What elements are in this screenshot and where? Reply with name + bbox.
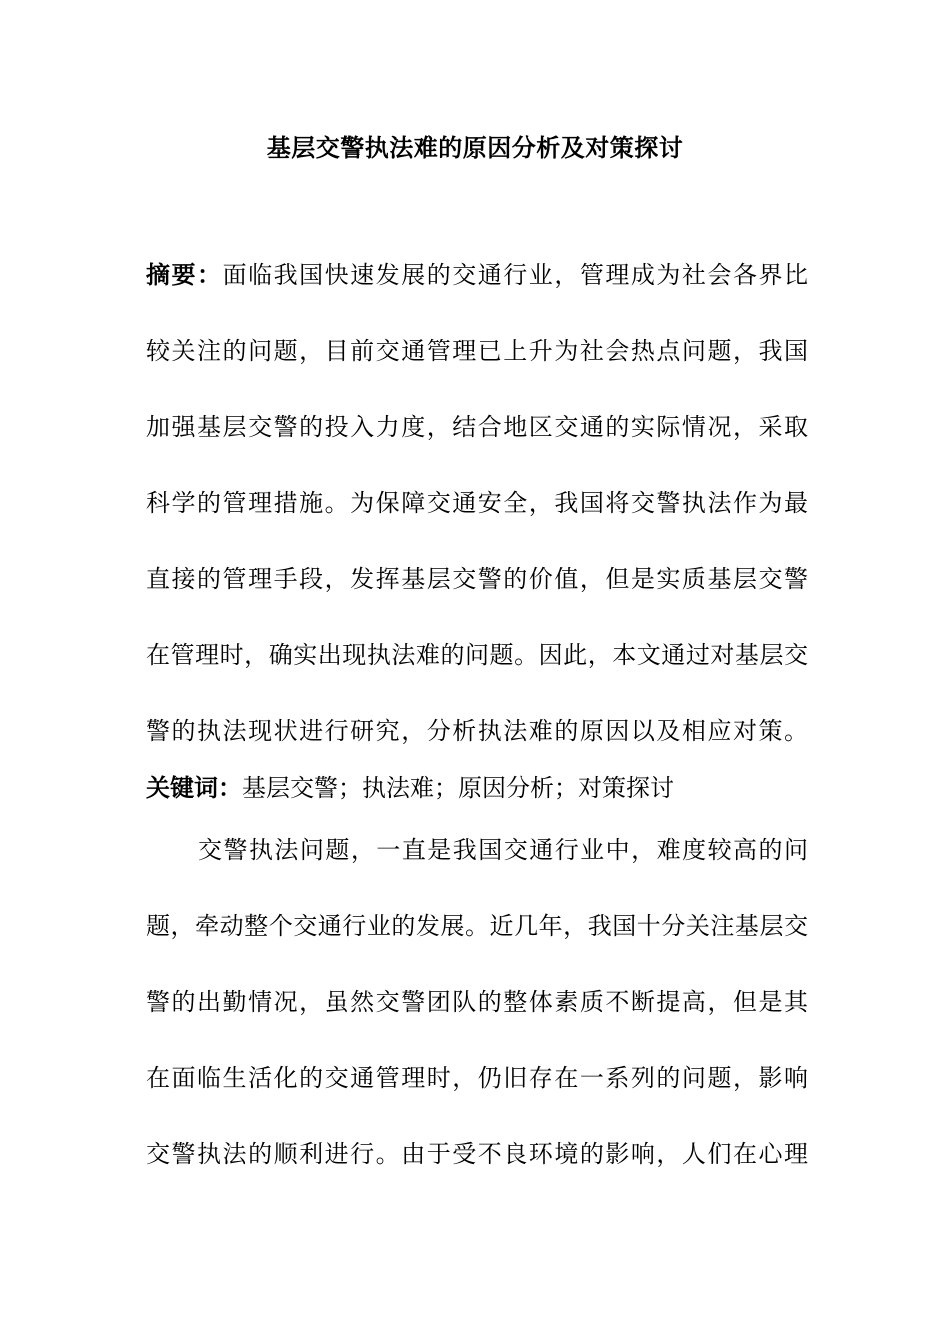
abstract-line-2: 较关注的问题，目前交通管理已上升为社会热点问题，我国 — [146, 337, 808, 365]
abstract-label: 摘要： — [146, 260, 223, 289]
body-line-2: 题，牵动整个交通行业的发展。近几年，我国十分关注基层交 — [146, 912, 808, 940]
abstract-line-6: 在管理时，确实出现执法难的问题。因此，本文通过对基层交 — [146, 641, 808, 669]
abstract-line-5: 直接的管理手段，发挥基层交警的价值，但是实质基层交警 — [146, 565, 808, 593]
keywords-label: 关键词： — [146, 773, 242, 802]
document-title: 基层交警执法难的原因分析及对策探讨 — [266, 133, 684, 162]
abstract-line-1 — [146, 255, 808, 295]
keywords-line — [146, 768, 808, 808]
abstract-line-3: 加强基层交警的投入力度，结合地区交通的实际情况，采取 — [146, 413, 808, 441]
body-line-3: 警的出勤情况，虽然交警团队的整体素质不断提高，但是其 — [146, 988, 808, 1016]
abstract-line-7: 警的执法现状进行研究，分析执法难的原因以及相应对策。 — [146, 717, 808, 745]
body-line-4: 在面临生活化的交通管理时，仍旧存在一系列的问题，影响 — [146, 1064, 808, 1092]
abstract-text: 面临我国快速发展的交通行业，管理成为社会各界比 — [222, 261, 809, 289]
keywords-text: 基层交警；执法难；原因分析；对策探讨 — [242, 774, 674, 802]
body-line-1: 交警执法问题，一直是我国交通行业中，难度较高的问 — [198, 836, 808, 864]
abstract-line-4: 科学的管理措施。为保障交通安全，我国将交警执法作为最 — [146, 489, 808, 517]
body-line-5: 交警执法的顺利进行。由于受不良环境的影响，人们在心理 — [146, 1140, 808, 1168]
